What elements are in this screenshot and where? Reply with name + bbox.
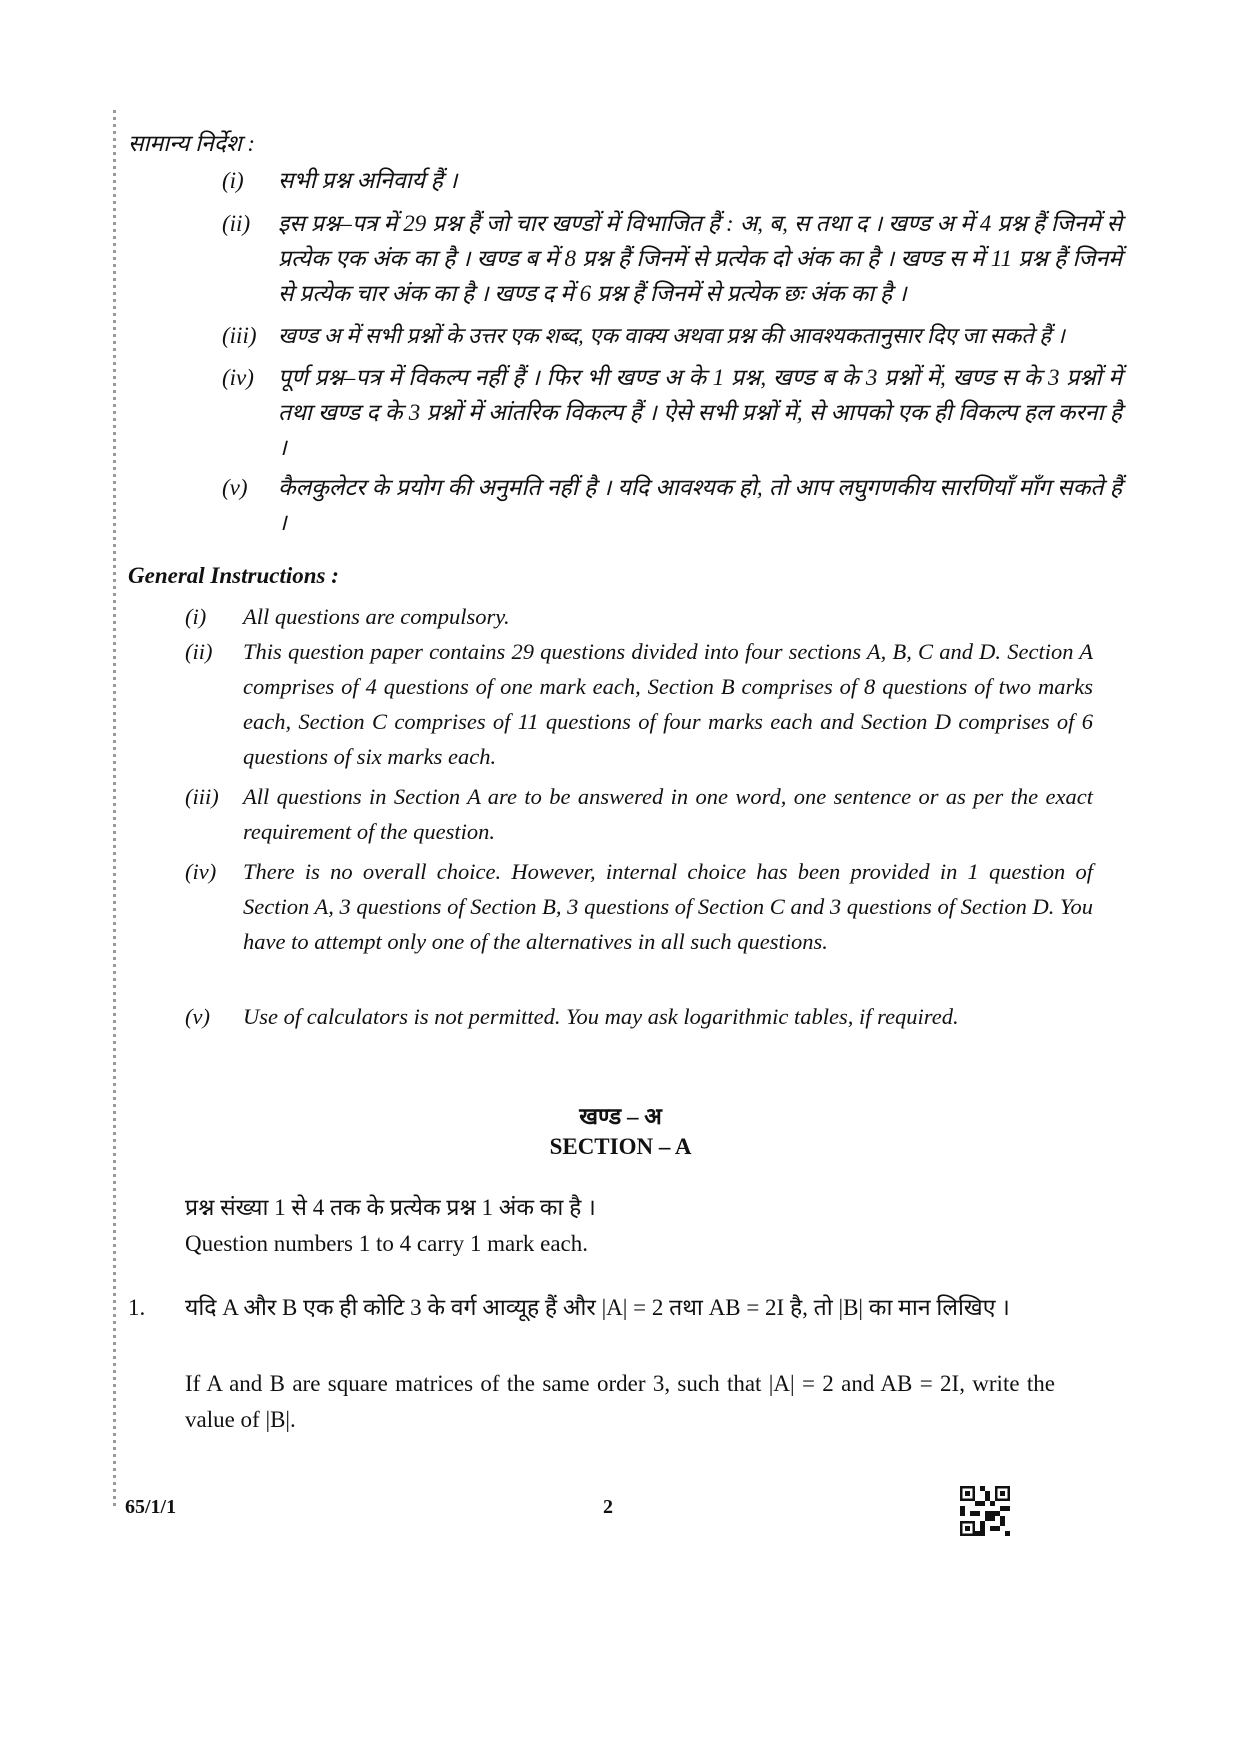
- hindi-item-5: [222, 470, 1122, 540]
- item-number: (i): [222, 168, 244, 193]
- item-text: सभी प्रश्न अनिवार्य हैं ।: [278, 168, 458, 193]
- english-item-5: [185, 999, 1093, 1034]
- qr-code-icon: [960, 1486, 1010, 1536]
- item-number: (v): [185, 1004, 210, 1029]
- item-text: पूर्ण प्रश्न–पत्र में विकल्प नहीं हैं । फिर भी खण्ड अ के 1 प्रश्न, खण्ड ब के 3 प्रश्नों में, खण्ड स के 3 प्रश्नों में तथा खण्ड द के 3 प्रश्नों में आंतरिक विकल्प हैं । ऐसे सभी प्रश्नों में, से आपको एक ही विकल्प हल करना है ।: [278, 365, 1122, 460]
- english-item-2: [185, 634, 1093, 774]
- item-text: खण्ड अ में सभी प्रश्नों के उत्तर एक शब्द, एक वाक्य अथवा प्रश्न की आवश्यकतानुसार दिए जा सकते हैं ।: [278, 323, 1065, 348]
- item-number: (iv): [222, 365, 254, 390]
- section-english-note: Question numbers 1 to 4 carry 1 mark each.: [185, 1231, 589, 1256]
- item-number: (v): [222, 475, 248, 500]
- item-text: Use of calculators is not permitted. You may ask logarithmic tables, if required.: [243, 1004, 959, 1029]
- hindi-item-2: [222, 206, 1122, 311]
- question-hindi-text: यदि A और B एक ही कोटि 3 के वर्ग आव्यूह हैं और |A| = 2 तथा AB = 2I है, तो |B| का मान लिखिए ।: [185, 1295, 1010, 1320]
- item-text: इस प्रश्न–पत्र में 29 प्रश्न हैं जो चार खण्डों में विभाजित हैं : अ, ब, स तथा द । खण्ड अ में 4 प्रश्न हैं जिनमें से प्रत्येक एक अंक का है । खण्ड ब में 8 प्रश्न हैं जिनमें से प्रत्येक दो अंक का है । खण्ड स में 11 प्रश्न हैं जिनमें से प्रत्येक चार अंक का है । खण्ड द में 6 प्रश्न हैं जिनमें से प्रत्येक छः अंक का है ।: [278, 211, 1122, 306]
- item-text: All questions are compulsory.: [243, 604, 510, 629]
- item-number: (iii): [222, 323, 257, 348]
- item-text: All questions in Section A are to be answered in one word, one sentence or as per the exact requirement of the question.: [243, 784, 1093, 844]
- section-english-title: SECTION – A: [549, 1134, 692, 1159]
- item-number: (iii): [185, 784, 219, 809]
- question-english-text: If A and B are square matrices of the same order 3, such that |A| = 2 and AB = 2I, write the value of |B|.: [185, 1371, 1055, 1432]
- english-item-1: [185, 599, 1093, 634]
- english-instructions-title: General Instructions :: [128, 563, 339, 588]
- margin-strip: [113, 110, 116, 1510]
- section-hindi-title: खण्ड – अ: [579, 1104, 662, 1129]
- hindi-item-3: [222, 318, 1142, 353]
- item-number: (iv): [185, 859, 217, 884]
- page-number: 2: [603, 1496, 613, 1518]
- item-text: कैलकुलेटर के प्रयोग की अनुमति नहीं है । यदि आवश्यक हो, तो आप लघुगणकीय सारणियाँ माँग सकते हैं ।: [278, 475, 1122, 535]
- section-hindi-note: प्रश्न संख्या 1 से 4 तक के प्रत्येक प्रश्न 1 अंक का है ।: [185, 1195, 596, 1220]
- english-item-3: [185, 779, 1093, 849]
- item-text: This question paper contains 29 questions divided into four sections A, B, C and D. Section A comprises of 4 questions of one mark each, Section B comprises of 8 questions of two marks each, Section C comprises of 11 questions of four marks each and Section D comprises of 6 questions of six marks each.: [243, 639, 1093, 769]
- hindi-item-1: [222, 163, 1122, 198]
- question-number: 1.: [128, 1295, 146, 1320]
- item-number: (i): [185, 604, 207, 629]
- english-item-4: [185, 854, 1093, 959]
- item-number: (ii): [222, 211, 251, 236]
- paper-code: 65/1/1: [125, 1496, 177, 1518]
- hindi-item-4: [222, 360, 1122, 465]
- hindi-instructions-title: सामान्य निर्देश :: [128, 131, 256, 156]
- item-text: There is no overall choice. However, internal choice has been provided in 1 question of Section A, 3 questions of Section B, 3 questions of Section C and 3 questions of Section D. You have to attempt only one of the alternatives in all such questions.: [243, 859, 1093, 954]
- item-number: (ii): [185, 639, 213, 664]
